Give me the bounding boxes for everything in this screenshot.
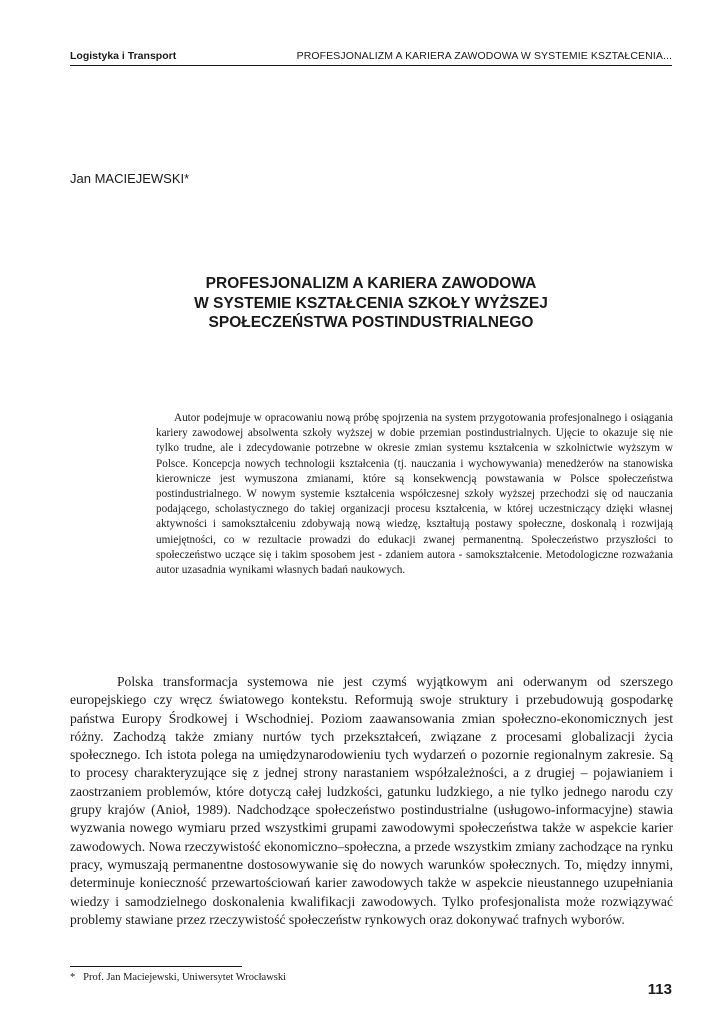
title-line-1: PROFESJONALIZM A KARIERA ZAWODOWA (205, 275, 537, 292)
paper-title (70, 274, 672, 333)
running-title: PROFESJONALIZM A KARIERA ZAWODOWA W SYSTEMIE KSZTAŁCENIA... (296, 50, 672, 62)
title-line-3: SPOŁECZEŃSTWA POSTINDUSTRIALNEGO (208, 314, 534, 331)
header-rule (70, 65, 672, 66)
title-line-2: W SYSTEMIE KSZTAŁCENIA SZKOŁY WYŻSZEJ (194, 294, 548, 312)
journal-name: Logistyka i Transport (70, 50, 177, 62)
footnote: * Prof. Jan Maciejewski, Uniwersytet Wrocławski (70, 972, 287, 983)
abstract: Autor podejmuje w opracowaniu nową próbę spojrzenia na system przygotowania profesjonalnego i osiągania kariery zawodowej absolwenta szkoły wyższej w dobie przemian postindustrialnych. Ujęcie to okazuje się nie tylko trudne, ale i zdecydowanie potrzebne w okresie zmian systemu kształcenia w szkolnictwie wyższym w Polsce. Koncepcja nowych technologii kształcenia (tj. nauczania i wychowywania) menedżerów na stanowiska kierownicze jest wymuszona zmianami, które są konsekwencją powstawania w Polsce społeczeństwa postindustrialnego. W nowym systemie kształcenia współczesnej szkoły wyższej przechodzi się od nauczania podającego, scholastycznego do takiej organizacji procesu kształcenia, w której uczestniczący dzięki własnej aktywności i samokształceniu zdobywają nową wiedzę, kształtują postawy społeczne, doskonalą i rozwijają umiejętności, co w rezultacie prowadzi do edukacji zwanej permanentną. Społeczeństwo przyszłości to społeczeństwo uczące się i takim sposobem jest - zdaniem autora - samokształcenie. Metodologiczne rozważania autor uzasadnia wynikami własnych badań naukowych. (156, 412, 673, 577)
body-paragraph: Polska transformacja systemowa nie jest czymś wyjątkowym ani oderwanym od szerszego europejskiego czy wręcz światowego kontekstu. Reformują swoje struktury i przebudowują gospodarkę państwa Europy Środkowej i Wschodniej. Poziom zaawansowania zmian społeczno-ekonomicznych jest różny. Zachodzą także zmiany nurtów tych przekształceń, związane z procesami globalizacji życia społecznego. Ich istota polega na umiędzynarodowieniu tych wydarzeń o pozornie regionalnym zakresie. Są to procesy charakteryzujące się z jednej strony narastaniem współzależności, a z drugiej – pojawianiem i zaostrzaniem problemów, które dotyczą całej ludzkości, gatunku ludzkiego, a nie tylko jednego narodu czy grupy krajów (Anioł, 1989). Nadchodzące społeczeństwo postindustrialne (usługowo-informacyjne) stawia wyzwania nowego wymiaru przed wszystkimi grupami zawodowymi społeczeństwa także w aspekcie karier zawodowych. Nowa rzeczywistość ekonomiczno–społeczna, a przede wszystkim zmiany zachodzące na rynku pracy, wymuszają permanentne dostosowywanie się do nowych warunków społecznych. To, między innymi, determinuje konieczność przewartościowań karier zawodowych także w aspekcie nieustannego uzupełniania wiedzy i samodzielnego doskonalenia kwalifikacji zawodowych. Tylko profesjonalista może rozwiązywać problemy stawiane przez rzeczywistość społeczeństw rynkowych oraz dokonywać trafnych wyborów. (70, 674, 673, 927)
page-number: 113 (647, 981, 672, 998)
footnote-rule (70, 966, 242, 967)
author-name: Jan MACIEJEWSKI* (70, 171, 190, 186)
